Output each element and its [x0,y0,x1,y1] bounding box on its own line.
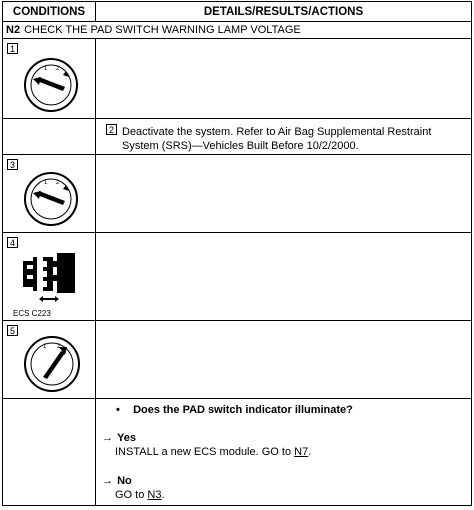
yes-label: Yes [117,432,137,444]
table-header [3,2,471,22]
yes-action-text: INSTALL a new ECS module. GO to [115,446,295,458]
step-2-row [3,119,471,155]
yes-suffix: . [308,446,312,458]
step-code: N2 [6,24,21,36]
svg-text:2: 2 [57,344,61,350]
question-text: Does the PAD switch indicator illuminate? [133,404,353,416]
svg-text:1: 1 [44,66,48,72]
connector-disconnect-icon [19,247,81,303]
step-3-row [3,155,471,233]
question [116,404,353,416]
step-5-row [3,321,471,399]
details-header: DETAILS/RESULTS/ACTIONS [203,5,364,18]
step-1-row [3,39,471,119]
yes-link[interactable]: N7 [294,446,309,458]
svg-text:2: 2 [56,180,60,186]
step-2-number: 2 [106,124,117,135]
svg-text:1: 1 [44,180,48,186]
svg-text:1: 1 [43,344,47,350]
no-action [102,488,165,502]
no-suffix: . [161,489,165,501]
step-3-number: 3 [7,159,18,170]
svg-text:2: 2 [56,66,60,72]
arrow-right-icon: → [102,432,113,444]
step-title-row [3,22,471,39]
step-4-number: 4 [7,237,18,248]
no-label: No [117,475,132,487]
step-2-text: Deactivate the system. Refer to Air Bag Supplemental Restraint System (SRS)—Vehicles Built Before 10/2/2000. [122,126,432,152]
step-5-number: 5 [7,325,18,336]
no-branch [102,474,165,502]
bullet: • [116,404,120,416]
yes-branch [102,431,311,459]
ignition-key-off-icon [23,171,79,227]
result-row [3,399,471,505]
ignition-key-off-icon [23,57,79,113]
diagnostic-table [2,1,472,506]
arrow-right-icon: → [102,475,113,487]
step-1-number: 1 [7,43,18,54]
connector-label: ECS C223 [13,309,51,318]
step-4-row [3,233,471,321]
no-link[interactable]: N3 [147,489,162,501]
ignition-key-on-icon [23,335,81,393]
no-action-text: GO to [115,489,148,501]
conditions-header: CONDITIONS [3,2,96,21]
yes-action [102,445,311,459]
step-title: CHECK THE PAD SWITCH WARNING LAMP VOLTAGE [24,24,301,36]
